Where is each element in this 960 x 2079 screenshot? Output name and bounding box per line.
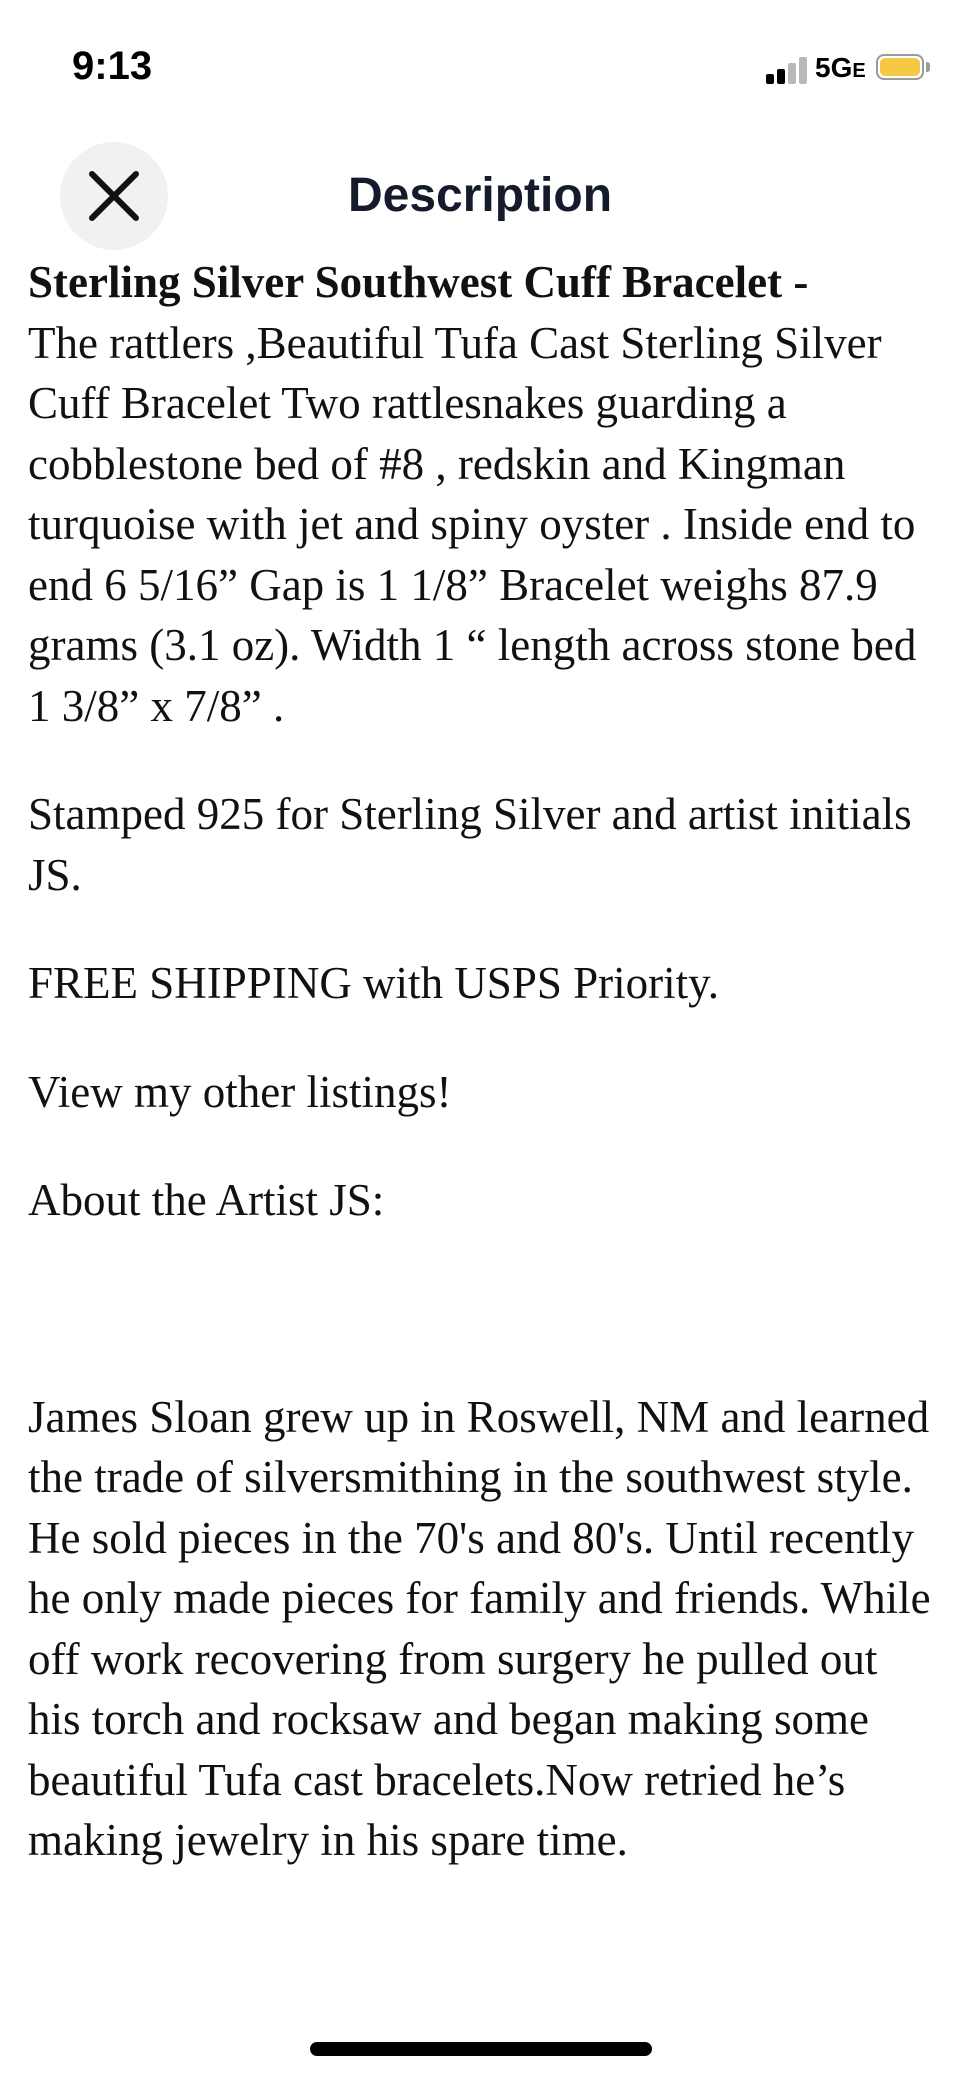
- shipping-text: FREE SHIPPING with USPS Priority.: [28, 958, 719, 1008]
- signal-strength-icon: [766, 56, 810, 84]
- network-type: [815, 52, 866, 84]
- home-indicator[interactable]: [310, 2042, 652, 2056]
- network-suffix: E: [852, 60, 866, 82]
- description-content: [28, 252, 940, 1871]
- description-paragraph: [28, 252, 940, 736]
- status-time: 9:13: [72, 44, 153, 88]
- network-label: 5G: [815, 52, 853, 83]
- about-heading: About the Artist JS:: [28, 1175, 385, 1225]
- stamp-text: Stamped 925 for Sterling Silver and artist initials JS.: [28, 789, 912, 900]
- status-bar: [0, 0, 960, 130]
- artist-bio: James Sloan grew up in Roswell, NM and learned the trade of silversmithing in the southwest style. He sold pieces in the 70's and 80's. Until recently he only made pieces for family and friends. While off work recovering from surgery he pulled out his torch and rocksaw and began making some beautiful Tufa cast bracelets.Now retried he’s making jewelry in his spare time.: [28, 1391, 931, 1865]
- battery-icon: [876, 54, 924, 80]
- description-body: The rattlers ,Beautiful Tufa Cast Sterling Silver Cuff Bracelet Two rattlesnakes guarding a cobblestone bed of #8 , redskin and Kingman turquoise with jet and spiny oyster . Inside end to end 6 5/16” Gap is 1 1/8” Bracelet weighs 87.9 grams (3.1 oz). Width 1 “ length across stone bed 1 3/8” x 7/8” .: [28, 317, 917, 731]
- battery-cap: [926, 62, 930, 72]
- page-title: Description: [347, 169, 613, 222]
- listings-text: View my other listings!: [28, 1066, 452, 1117]
- description-header: [0, 140, 960, 250]
- listing-title: Sterling Silver Southwest Cuff Bracelet -: [28, 257, 809, 307]
